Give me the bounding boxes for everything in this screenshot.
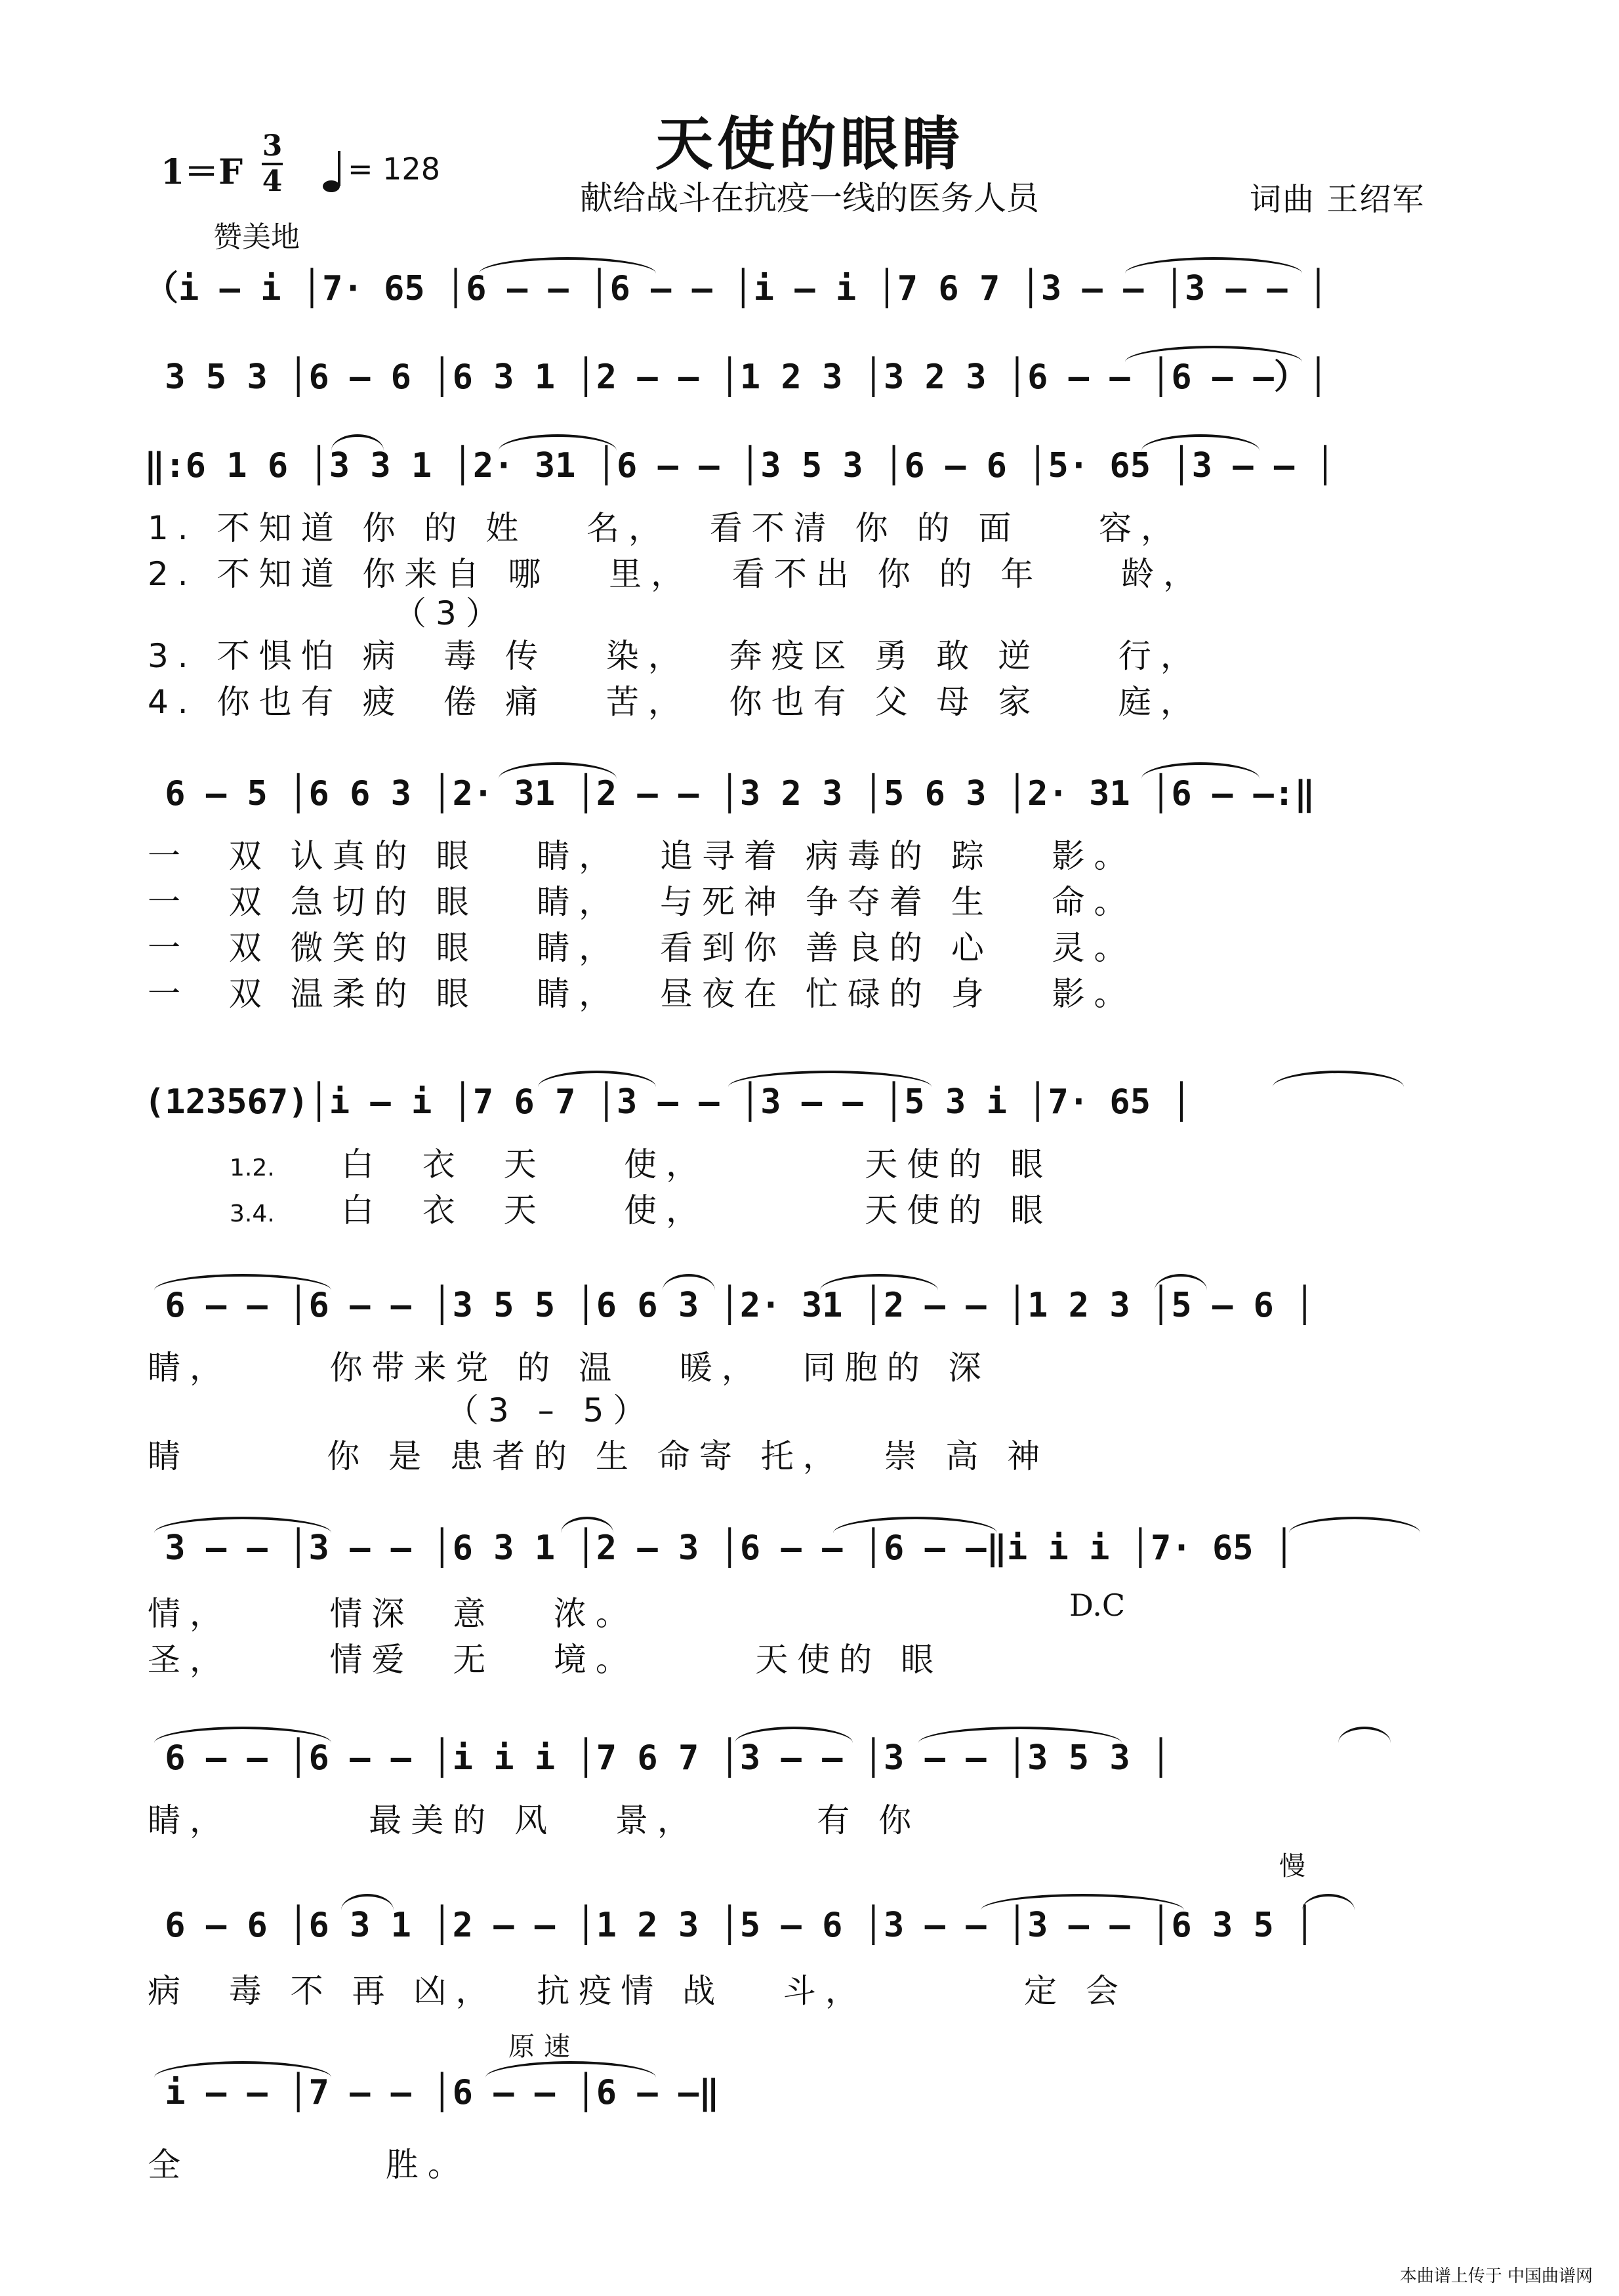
lyric-f-1: 睛， 最美的 风 景， 有 你: [148, 1801, 921, 1839]
lyric-c-1: 白 衣 天 使， 天使的 眼: [341, 1145, 1053, 1183]
time-bottom: 4: [262, 165, 283, 198]
lyric-h-1: 全 胜。: [148, 2146, 470, 2184]
notation-line-10: i – – │7 – – │6 – – │6 – –‖: [144, 2073, 720, 2112]
notation-line-4: 6 – 5 │6 6 3 │2· 31 │2 – – │3 2 3 │5 6 3 │2· 31 │6 – –:‖: [144, 774, 1315, 813]
lyric-alt-note: （3）: [394, 594, 508, 632]
lyric-b-2: 一 双 急切的 眼 睛， 与死神 争夺着 生 命。: [148, 883, 1136, 921]
lyric-verse-4: 4. 你也有 疲 倦 痛 苦， 你也有 父 母 家 庭，: [148, 683, 1202, 721]
time-signature: [259, 130, 285, 198]
lyric-b-3: 一 双 微笑的 眼 睛， 看到你 善良的 心 灵。: [148, 929, 1136, 967]
lyric-e-1: 情， 情深 意 浓。: [148, 1595, 638, 1633]
lyric-d-1: 睛， 你带来党 的 温 暖， 同胞的 深: [148, 1349, 991, 1387]
da-capo-mark: D.C: [1069, 1588, 1126, 1623]
lyric-e-2: 圣， 情爱 无 境。 天使的 眼: [148, 1641, 943, 1679]
key-signature: 1＝F: [161, 152, 243, 192]
expression-mark: 赞美地: [213, 220, 300, 254]
site-footer: 本曲谱上传于 中国曲谱网: [1399, 2266, 1593, 2286]
tempo-slow-mark: 慢: [1279, 1851, 1315, 1881]
song-subtitle: 献给战斗在抗疫一线的医务人员: [580, 179, 1039, 217]
lyric-c-2: 白 衣 天 使， 天使的 眼: [341, 1191, 1053, 1229]
lyric-d-2: 睛 你 是 患者的 生 命寄 托， 崇 高 神: [148, 1437, 1050, 1475]
lyric-g-1: 病 毒 不 再 凶， 抗疫情 战 斗， 定 会: [148, 1972, 1128, 2010]
lyric-verse-1: 1. 不知道 你 的 姓 名， 看不清 你 的 面 容，: [148, 509, 1183, 547]
notation-line-1: （i – i │7· 65 │6 – – │6 – – │i – i │7 6 7 │3 – – │3 – – │: [144, 269, 1329, 308]
notation-line-6: 6 – – │6 – – │3 5 5 │6 6 3 │2· 31 │2 – – │1 2 3 │5 – 6 │: [144, 1286, 1315, 1325]
lyric-verse-2: 2. 不知道 你来自 哪 里， 看不出 你 的 年 龄，: [148, 555, 1206, 593]
lyric-c-label-2: 3.4.: [230, 1200, 275, 1227]
notation-line-9: 6 – 6 │6 3 1 │2 – – │1 2 3 │5 – 6 │3 – – │3 – – │6 3 5 │: [144, 1906, 1315, 1945]
lyric-b-4: 一 双 温柔的 眼 睛， 昼夜在 忙碌的 身 影。: [148, 975, 1136, 1013]
quarter-note-icon: [321, 148, 348, 194]
tempo-marking: [321, 148, 440, 194]
composer-credit: 词曲 王绍军: [1250, 181, 1425, 218]
song-title: 天使的眼睛: [655, 110, 964, 178]
lyric-verse-3: 3. 不惧怕 病 毒 传 染， 奔疫区 勇 敢 逆 行，: [148, 637, 1202, 675]
lyric-d-alt: （3 – 5）: [446, 1391, 655, 1429]
tempo-value: = 128: [348, 151, 440, 187]
notation-line-5: (123567)│i – i │7 6 7 │3 – – │3 – – │5 3 i │7· 65 │: [144, 1082, 1192, 1122]
notation-line-2: 3 5 3 │6 – 6 │6 3 1 │2 – – │1 2 3 │3 2 3 │6 – – │6 – –）│: [144, 358, 1329, 397]
time-top: 3: [262, 129, 283, 163]
notation-line-8: 6 – – │6 – – │i i i │7 6 7 │3 – – │3 – – │3 5 3 │: [144, 1738, 1172, 1778]
lyric-c-label-1: 1.2.: [230, 1155, 275, 1181]
lyric-b-1: 一 双 认真的 眼 睛， 追寻着 病毒的 踪 影。: [148, 837, 1136, 875]
tempo-restore-mark: 原速: [508, 2032, 579, 2062]
notation-line-7: 3 – – │3 – – │6 3 1 │2 – 3 │6 – – │6 – –‖i i i │7· 65 │: [144, 1528, 1295, 1568]
notation-line-3: ‖:6 1 6 │3 3 1 │2· 31 │6 – – │3 5 3 │6 – 6 │5· 65 │3 – – │: [144, 446, 1336, 485]
